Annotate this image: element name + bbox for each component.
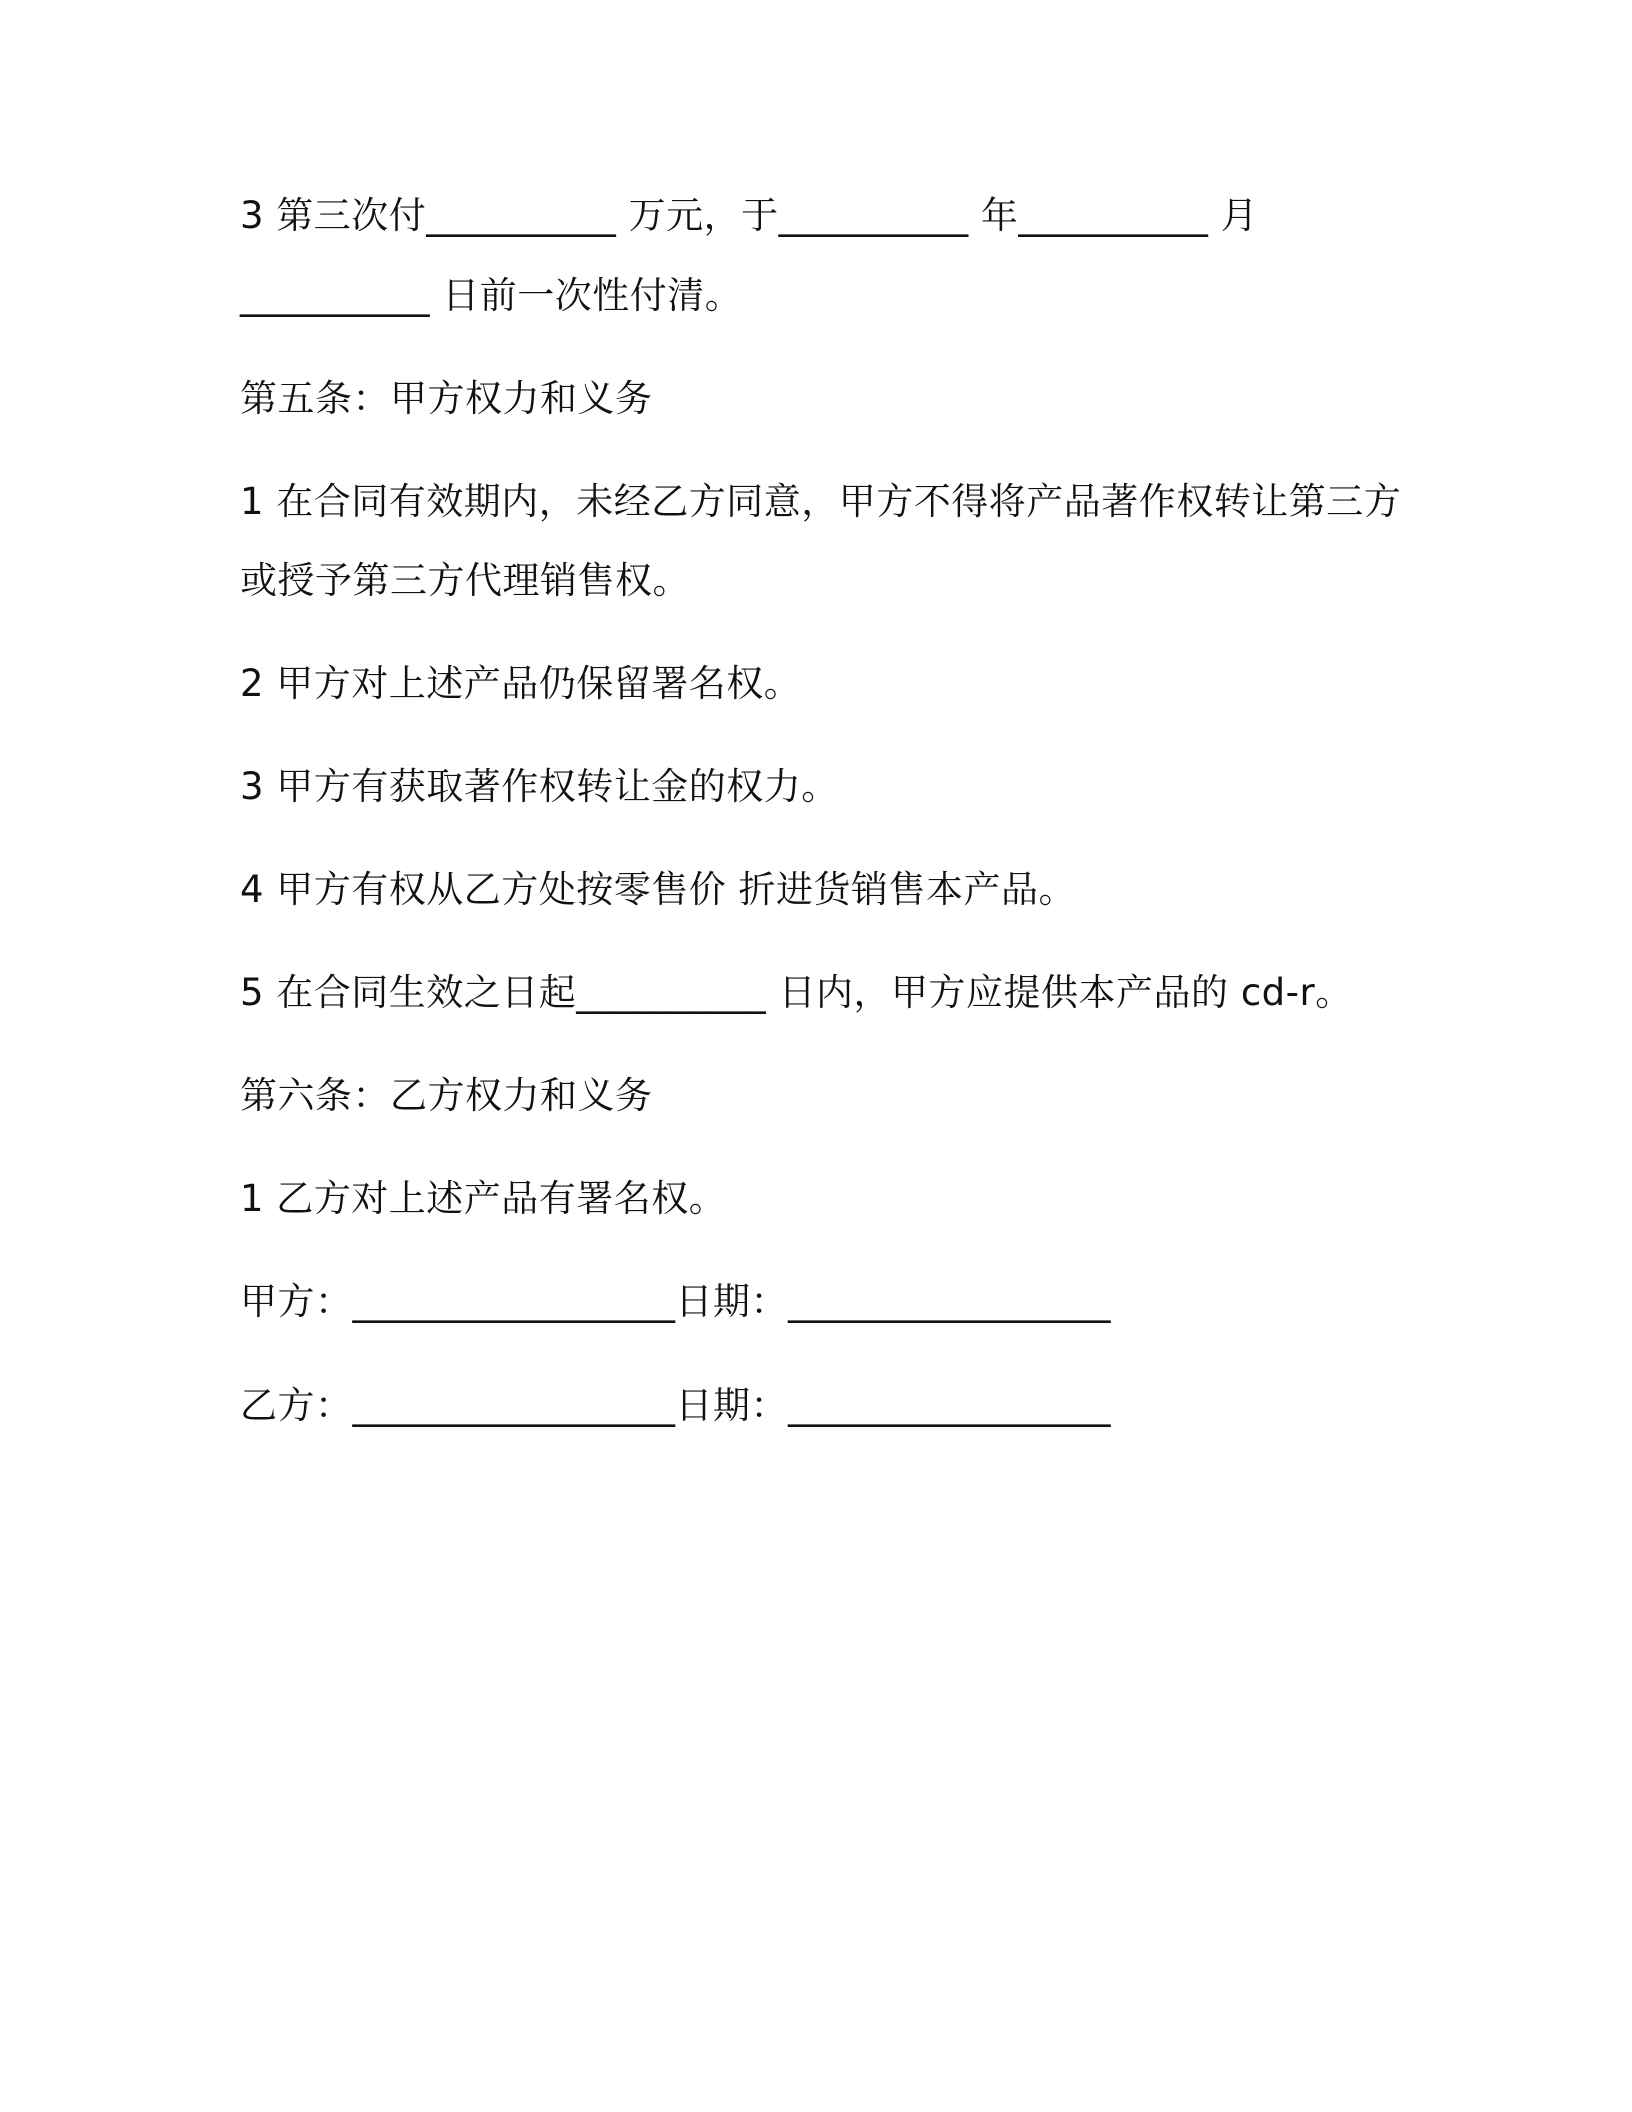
article-six-heading: 第六条：乙方权力和义务 bbox=[240, 1074, 653, 1117]
party-b-signature-line: 乙方：_________________日期：_________________ bbox=[240, 1384, 1111, 1427]
clause-6-1: 1 乙方对上述产品有署名权。 bbox=[240, 1177, 727, 1220]
payment-third-line: 3 第三次付__________ 万元，于__________ 年__________ 月 bbox=[240, 194, 1259, 237]
clause-5-1-cont: 或授予第三方代理销售权。 bbox=[240, 559, 690, 602]
clause-5-2: 2 甲方对上述产品仍保留署名权。 bbox=[240, 662, 802, 705]
article-five-heading: 第五条：甲方权力和义务 bbox=[240, 377, 653, 420]
clause-5-1: 1 在合同有效期内，未经乙方同意，甲方不得将产品著作权转让第三方 bbox=[240, 480, 1402, 523]
payment-third-line-cont: __________ 日前一次性付清。 bbox=[240, 274, 743, 317]
clause-5-4: 4 甲方有权从乙方处按零售价 折进货销售本产品。 bbox=[240, 868, 1077, 911]
party-a-signature-line: 甲方：_________________日期：_________________ bbox=[240, 1280, 1111, 1323]
clause-5-3: 3 甲方有获取著作权转让金的权力。 bbox=[240, 765, 839, 808]
clause-5-5: 5 在合同生效之日起__________ 日内，甲方应提供本产品的 cd-r。 bbox=[240, 971, 1353, 1014]
